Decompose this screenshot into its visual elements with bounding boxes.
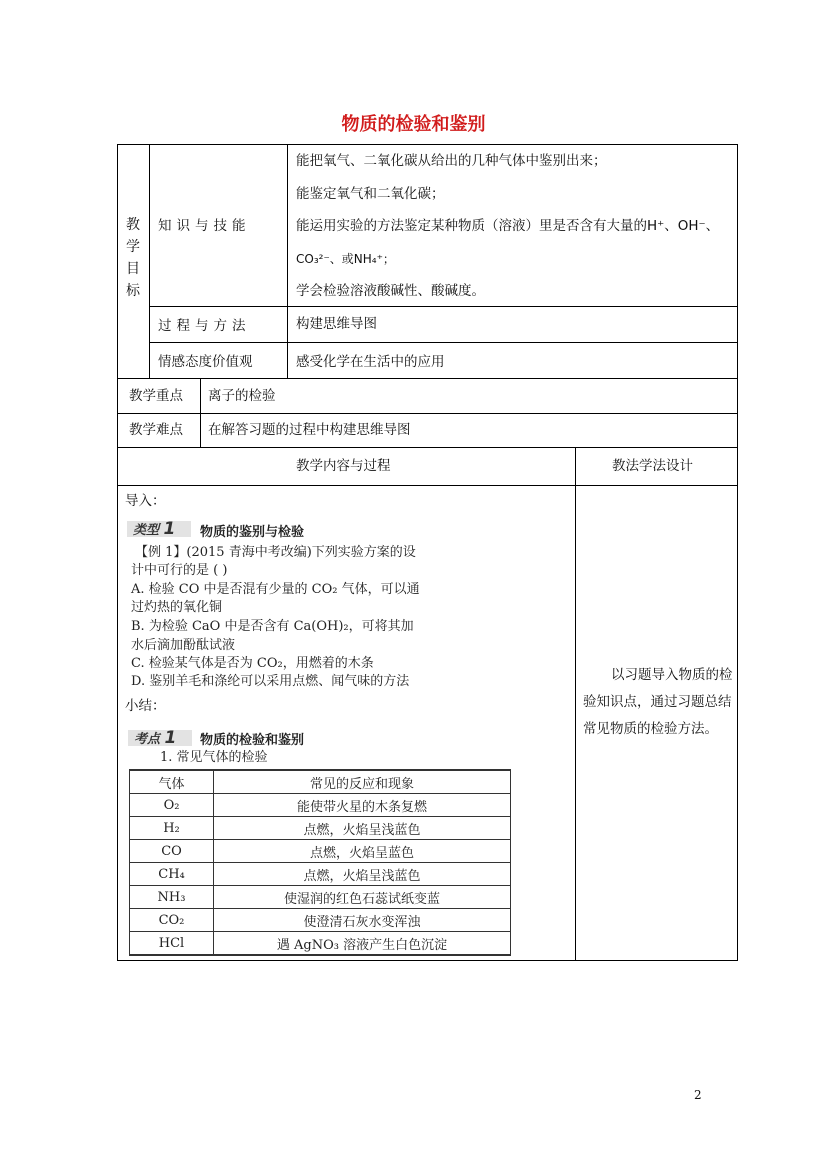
page-title: 物质的检验和鉴别	[341, 114, 486, 135]
table-row	[130, 886, 511, 909]
gas-cell: H₂	[130, 817, 214, 840]
content-header: 教学内容与过程	[296, 458, 391, 474]
knowledge-label: 知识与技能	[158, 218, 251, 234]
row-divider	[117, 485, 738, 486]
process-value: 构建思维导图	[296, 316, 377, 332]
gas-cell: O₂	[130, 794, 214, 817]
table-header-cell: 常见的反应和现象	[214, 770, 511, 794]
table-row	[130, 840, 511, 863]
column-divider	[149, 144, 150, 378]
exercise-line: D. 鉴别羊毛和涤纶可以采用点燃、闻气味的方法	[131, 674, 410, 689]
gas-cell: HCl	[130, 932, 214, 956]
phenomenon-cell: 点燃，火焰呈浅蓝色	[214, 817, 511, 840]
gas-test-table	[129, 769, 511, 956]
exercise-line: 水后滴加酚酞试液	[131, 638, 236, 653]
difficulty-label: 教学难点	[129, 422, 183, 438]
exercise-line: A. 检验 CO 中是否混有少量的 CO₂ 气体，可以通	[131, 582, 420, 597]
difficulty-value: 在解答习题的过程中构建思维导图	[208, 422, 411, 438]
row-divider	[149, 342, 738, 343]
knowledge-line: 学会检验溶液酸碱性、酸碱度。	[296, 283, 485, 299]
kaodian-title: 物质的检验和鉴别	[200, 733, 305, 748]
table-row	[130, 932, 511, 956]
column-divider	[287, 144, 288, 378]
exercise-line: C. 检验某气体是否为 CO₂，用燃着的木条	[131, 656, 374, 671]
row-divider	[117, 413, 738, 414]
exercise-tag: 类型 1	[127, 521, 191, 537]
gas-cell: CO	[130, 840, 214, 863]
row-divider	[149, 306, 738, 307]
knowledge-line: CO₃²⁻、或NH₄⁺；	[296, 252, 395, 266]
key-point-value: 离子的检验	[208, 388, 276, 404]
table-row	[130, 817, 511, 840]
gas-cell: NH₃	[130, 886, 214, 909]
emotion-label: 情感态度价值观	[158, 354, 253, 370]
row-divider	[117, 378, 738, 379]
table-header-cell: 气体	[130, 770, 214, 794]
objectives-label: 教 学 目 标	[126, 217, 140, 299]
phenomenon-cell: 点燃，火焰呈浅蓝色	[214, 863, 511, 886]
knowledge-line: 能运用实验的方法鉴定某种物质（溶液）里是否含有大量的H⁺、OH⁻、	[296, 218, 720, 234]
key-point-label: 教学重点	[129, 388, 183, 404]
knowledge-line: 能鉴定氧气和二氧化碳；	[296, 186, 445, 202]
phenomenon-cell: 点燃，火焰呈蓝色	[214, 840, 511, 863]
table-header-row	[130, 770, 511, 794]
phenomenon-cell: 遇 AgNO₃ 溶液产生白色沉淀	[214, 932, 511, 956]
phenomenon-cell: 能使带火星的木条复燃	[214, 794, 511, 817]
method-note: 以习题导入物质的检验知识点，通过习题总结常见物质的检验方法。	[583, 667, 733, 737]
table-row	[130, 863, 511, 886]
kaodian-subtitle: 1. 常见气体的检验	[160, 750, 268, 765]
phenomenon-cell: 使湿润的红色石蕊试纸变蓝	[214, 886, 511, 909]
table-row	[130, 794, 511, 817]
table-row	[130, 909, 511, 932]
emotion-value: 感受化学在生活中的应用	[296, 354, 445, 370]
process-label: 过程与方法	[158, 318, 251, 334]
kaodian-tag: 考点 1	[128, 730, 192, 746]
exercise-line: 【例 1】(2015 青海中考改编)下列实验方案的设	[135, 545, 416, 560]
row-divider	[117, 447, 738, 448]
column-divider	[575, 447, 576, 961]
phenomenon-cell: 使澄清石灰水变浑浊	[214, 909, 511, 932]
exercise-line: 计中可行的是 ( )	[131, 563, 228, 578]
gas-cell: CH₄	[130, 863, 214, 886]
exercise-line: B. 为检验 CaO 中是否含有 Ca(OH)₂，可将其加	[131, 619, 414, 634]
page-number: 2	[694, 1088, 702, 1102]
exercise-line: 过灼热的氧化铜	[131, 600, 223, 615]
summary-label: 小结：	[125, 698, 166, 714]
column-divider	[200, 378, 201, 447]
knowledge-line: 能把氧气、二氧化碳从给出的几种气体中鉴别出来；	[296, 153, 607, 169]
method-header: 教法学法设计	[612, 458, 693, 474]
intro-label: 导入：	[125, 493, 166, 509]
gas-cell: CO₂	[130, 909, 214, 932]
exercise-title: 物质的鉴别与检验	[200, 525, 305, 540]
